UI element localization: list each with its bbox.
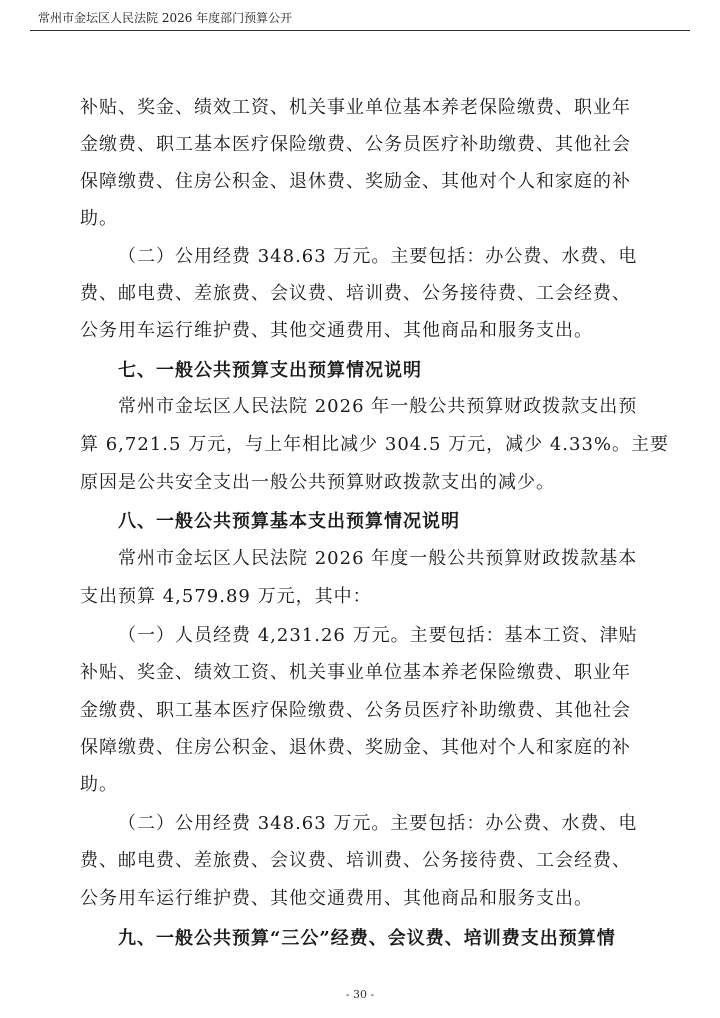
body-line: 费、邮电费、差旅费、会议费、培训费、公务接待费、工会经费、: [80, 850, 631, 871]
body-line: 补贴、奖金、绩效工资、机关事业单位基本养老保险缴费、职业年: [80, 662, 631, 683]
header-title: 常州市金坛区人民法院 2026 年度部门预算公开: [38, 11, 293, 25]
body-line: 保障缴费、住房公积金、退休费、奖励金、其他对个人和家庭的补: [80, 171, 631, 192]
body-line: 金缴费、职工基本医疗保险缴费、公务员医疗补助缴费、其他社会: [80, 134, 631, 155]
page-number: - 30 -: [345, 988, 375, 1001]
section-heading: 七、一般公共预算支出预算情况说明: [118, 360, 422, 381]
body-line: 助。: [80, 208, 118, 229]
body-line: 费、邮电费、差旅费、会议费、培训费、公务接待费、工会经费、: [80, 283, 631, 304]
body-line: （一）人员经费 4,231.26 万元。主要包括：基本工资、津贴: [118, 625, 638, 646]
section-heading: 九、一般公共预算“三公”经费、会议费、培训费支出预算情: [118, 928, 616, 949]
body-line: 常州市金坛区人民法院 2026 年度一般公共预算财政拨款基本: [118, 548, 638, 569]
body-line: 公务用车运行维护费、其他交通费用、其他商品和服务支出。: [80, 888, 593, 909]
body-line: 算 6,721.5 万元，与上年相比减少 304.5 万元，减少 4.33%。主要: [80, 434, 670, 455]
body-line: 公务用车运行维护费、其他交通费用、其他商品和服务支出。: [80, 320, 593, 341]
body-line: 常州市金坛区人民法院 2026 年一般公共预算财政拨款支出预: [118, 396, 638, 417]
body-line: （二）公用经费 348.63 万元。主要包括：办公费、水费、电: [118, 813, 638, 834]
section-heading: 八、一般公共预算基本支出预算情况说明: [118, 511, 460, 532]
body-line: （二）公用经费 348.63 万元。主要包括：办公费、水费、电: [118, 246, 638, 267]
body-line: 金缴费、职工基本医疗保险缴费、公务员医疗补助缴费、其他社会: [80, 700, 631, 721]
body-line: 保障缴费、住房公积金、退休费、奖励金、其他对个人和家庭的补: [80, 737, 631, 758]
body-line: 支出预算 4,579.89 万元，其中：: [80, 586, 372, 607]
page-header: [30, 6, 690, 31]
body-line: 补贴、奖金、绩效工资、机关事业单位基本养老保险缴费、职业年: [80, 97, 631, 118]
body-line: 原因是公共安全支出一般公共预算财政拨款支出的减少。: [80, 472, 555, 493]
body-line: 助。: [80, 774, 118, 795]
